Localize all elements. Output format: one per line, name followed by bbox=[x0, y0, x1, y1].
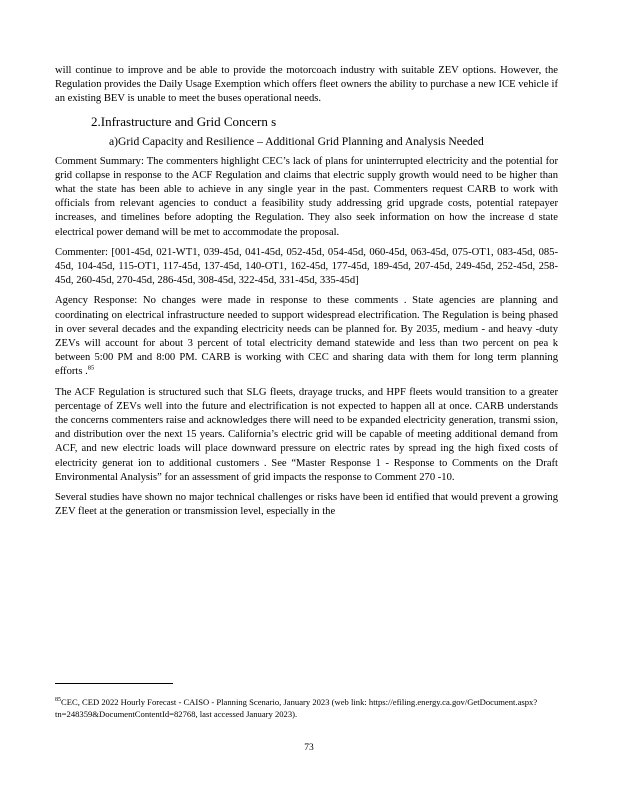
footnote-text: CEC, CED 2022 Hourly Forecast - CAISO - Planning Scenario, January 2023 (web link: https://efiling.energy.ca.gov/GetDocument.aspx?tn=248359&DocumentContentId=82768, last accessed January 2023). bbox=[55, 697, 538, 719]
intro-paragraph: will continue to improve and be able to provide the motorcoach industry with suitable ZEV options. However, the Regulation provides the Daily Usage Exemption which offers fleet owners the ability to purchase a new ICE vehicle if an existing BEV is unable to meet the buses operational needs. bbox=[55, 65, 558, 105]
footnote-marker: 85 bbox=[55, 697, 61, 704]
page-number: 73 bbox=[304, 743, 314, 753]
subsection-heading: a)Grid Capacity and Resilience – Additional Grid Planning and Analysis Needed bbox=[109, 134, 484, 148]
agency-response-text: Agency Response: No changes were made in response to these comments . State agencies are planning and coordinating on electrical infrastructure needed to support widespread electrification. The Regulation is being phased in over several decades and the expanding electricity needs can be planned for. By 2035, medium - and heavy -duty ZEVs will account for about 3 percent of total electricity demand statewide and less than two percent on pea k between 5:00 PM and 8:00 PM. CARB is working with CEC and sharing data with them for long term planning efforts . bbox=[55, 295, 558, 378]
footnote-divider bbox=[55, 683, 173, 684]
agency-response-paragraph bbox=[55, 294, 558, 379]
document-body bbox=[55, 64, 558, 525]
comment-summary-paragraph: Comment Summary: The commenters highlight CEC’s lack of plans for uninterrupted electricity and the potential for grid collapse in response to the ACF Regulation and claims that electric supply growth would need to be higher than what the state has been able to achieve in any single year in the past. Commenters request CARB to work with officials from relevant agencies to conduct a feasibility study addressing grid upgrade costs, potential ratepayer increases, and timelines before adopting the Regulation. They also seek information on how the increase d state electrical power demand will be met to accommodate the proposal. bbox=[55, 155, 558, 238]
studies-paragraph: Several studies have shown no major technical challenges or risks have been id entified that would prevent a growing ZEV fleet at the generation or transmission level, especially in the bbox=[55, 492, 558, 518]
acf-regulation-paragraph: The ACF Regulation is structured such that SLG fleets, drayage trucks, and HPF fleets would transition to a greater percentage of ZEVs well into the future and electrification is not expected to happen all at once. CARB understands the concerns commenters raise and acknowledges there will need to be expanded electricity generation, transmi ssion, and distribution over the next 15 years. California’s electric grid will be capable of meeting additional demand from ACF, and new electric loads will place downward pressure on electric rates by spread ing the high fixed costs of electricity generat ion to additional customers . See “Master Response 1 - Response to Comments on the Draft Environmental Analysis” for an assessment of grid impacts the response to Comment 270 -10. bbox=[55, 386, 558, 483]
commenter-list-paragraph: Commenter: [001-45d, 021-WT1, 039-45d, 041-45d, 052-45d, 054-45d, 060-45d, 063-45d, 075-OT1, 083-45d, 085-45d, 104-45d, 115-OT1, 117-45d, 137-45d, 140-OT1, 162-45d, 177-45d, 189-45d, 207-45d, 249-45d, 252-45d, 258-45d, 260-45d, 270-45d, 286-45d, 308-45d, 322-45d, 331-45d, 335-45d] bbox=[55, 246, 558, 287]
footnote bbox=[55, 697, 558, 720]
footnote-reference: 85 bbox=[87, 364, 95, 372]
section-heading: 2.Infrastructure and Grid Concern s bbox=[91, 113, 277, 129]
